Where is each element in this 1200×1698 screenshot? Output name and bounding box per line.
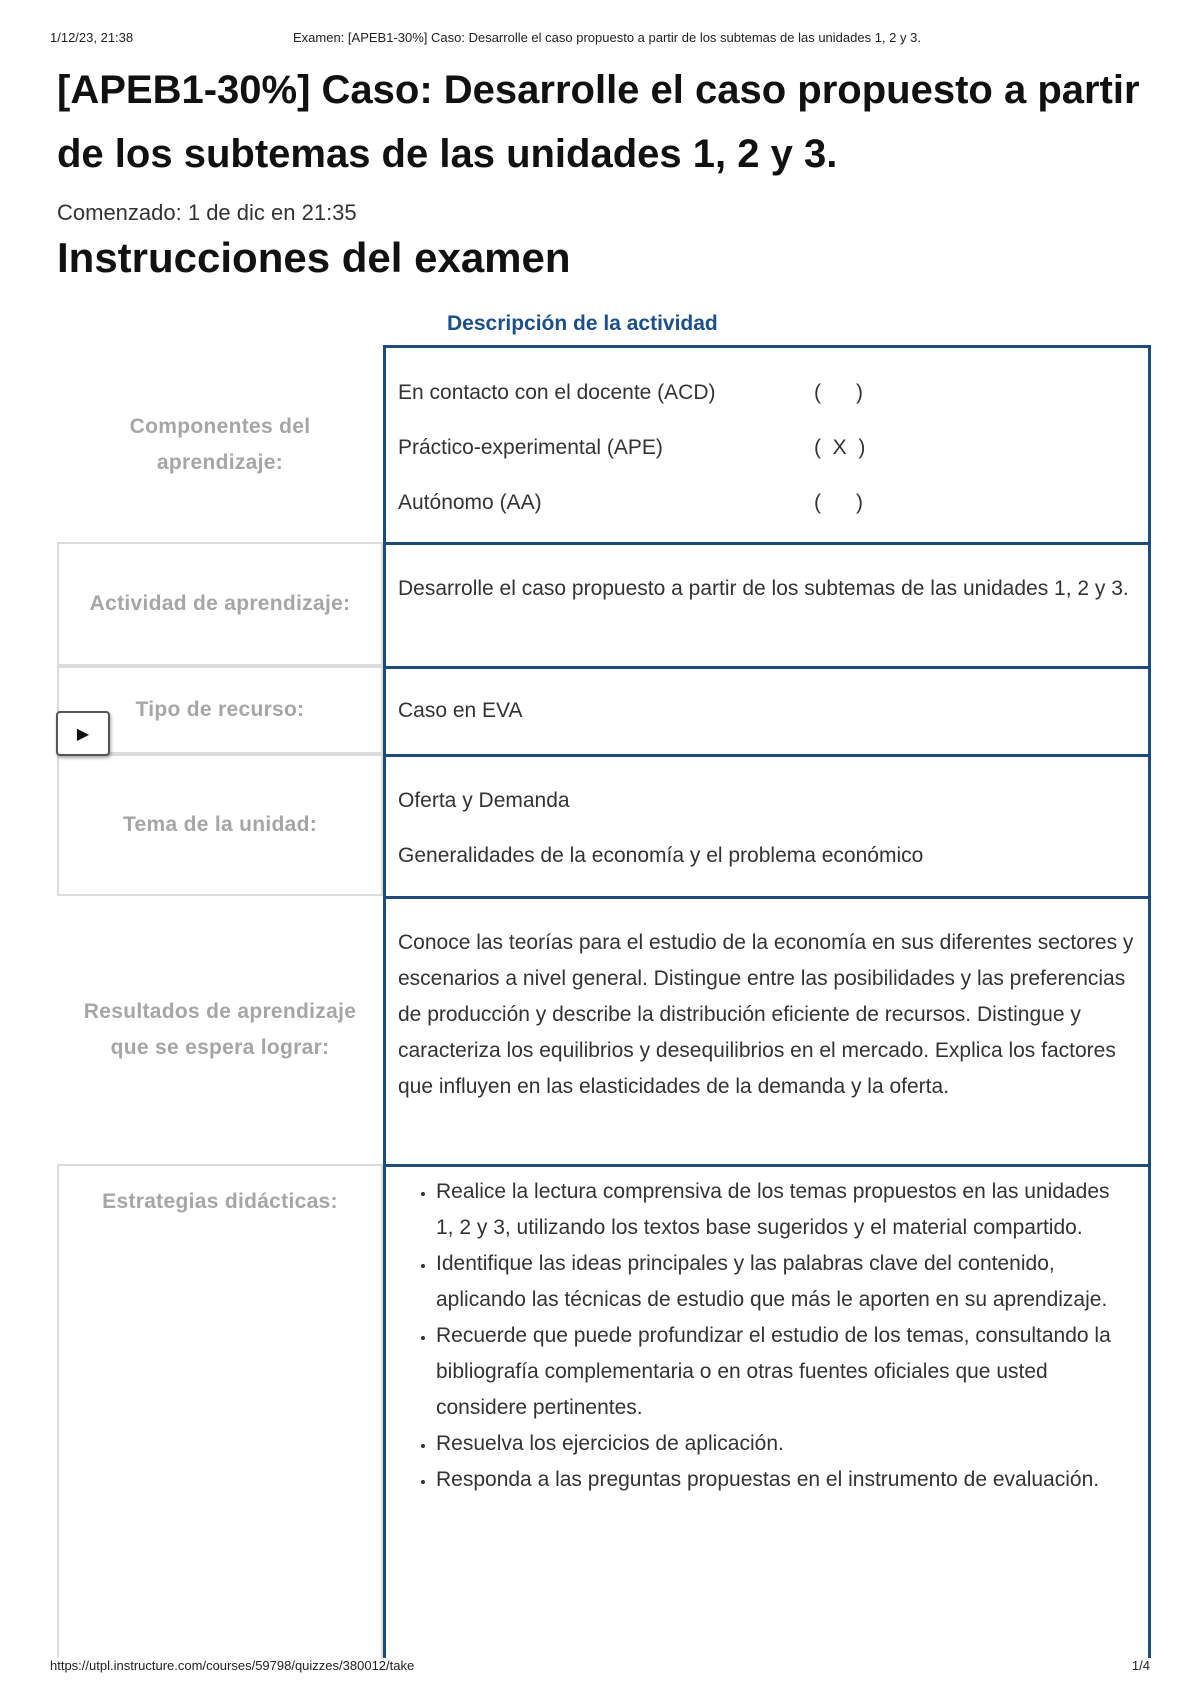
activity-label-text: Actividad de aprendizaje:: [89, 592, 351, 615]
component-row-aa: [398, 475, 1136, 530]
component-mark: ( ): [814, 380, 863, 404]
strategies-list: [398, 1174, 1130, 1498]
instructions-heading: Instrucciones del examen: [57, 234, 571, 281]
quiz-title: [APEB1-30%] Caso: Desarrolle el caso propuesto a partir de los subtemas de las unidades 1, 2 y 3.: [57, 68, 1140, 176]
print-url: https://utpl.instructure.com/courses/59798/quizzes/380012/take: [50, 1658, 415, 1673]
strategy-item: • Realice la lectura comprensiva de los temas propuestos en las unidades 1, 2 y 3, utilizando los textos base sugeridos y el material compartido.: [436, 1174, 1130, 1246]
quiz-started-time: Comenzado: 1 de dic en 21:35: [57, 200, 357, 225]
resource-cell: [383, 666, 1151, 754]
resource-value: Caso en EVA: [398, 699, 523, 722]
strategy-item: • Responda a las preguntas propuestas en el instrumento de evaluación.: [436, 1462, 1130, 1498]
component-mark: ( X ): [814, 435, 866, 459]
component-name: Autónomo (AA): [398, 490, 542, 514]
results-value: Conoce las teorías para el estudio de la economía en sus diferentes sectores y escenarios a nivel general. Distingue entre las posibilidades y las preferencias de producción y describe la distribución eficiente de recursos. Distingue y caracteriza los equilibrios y desequilibrios en el mercado. Explica los factores que influyen en las elasticidades de la demanda y la oferta.: [398, 931, 1134, 1098]
play-button[interactable]: [56, 711, 110, 756]
resource-label-text: Tipo de recurso:: [135, 698, 305, 721]
table-caption: Descripción de la actividad: [447, 312, 718, 335]
activity-cell: [383, 542, 1151, 666]
print-footer: [50, 1658, 1150, 1678]
topic-item: Oferta y Demanda: [398, 789, 570, 812]
component-name: En contacto con el docente (ACD): [398, 380, 716, 404]
results-label: [57, 896, 383, 1164]
print-date: 1/12/23, 21:38: [50, 30, 134, 45]
results-cell: [383, 896, 1151, 1164]
activity-value: Desarrolle el caso propuesto a partir de los subtemas de las unidades 1, 2 y 3.: [398, 577, 1129, 600]
strategy-item: • Recuerde que puede profundizar el estudio de los temas, consultando la bibliografía complementaria o en otras fuentes oficiales que usted considere pertinentes.: [436, 1318, 1130, 1426]
strategy-item: • Identifique las ideas principales y las palabras clave del contenido, aplicando las técnicas de estudio que más le aporten en su aprendizaje.: [436, 1246, 1130, 1318]
strategies-cell: [383, 1164, 1151, 1658]
components-label: [57, 346, 383, 543]
activity-label: [57, 542, 383, 666]
strategy-item: • Resuelva los ejercicios de aplicación.: [436, 1426, 1130, 1462]
topic-item: Generalidades de la economía y el problema económico: [398, 844, 924, 867]
print-page-number: 1/4: [1131, 1658, 1150, 1673]
component-mark: ( ): [814, 490, 863, 514]
components-cell: [383, 345, 1151, 542]
strategies-label-text: Estrategias didácticas:: [102, 1190, 338, 1213]
component-row-ape: [398, 420, 1136, 475]
topic-cell: [383, 754, 1151, 896]
results-label-text: Resultados de aprendizaje que se espera lograr:: [83, 1000, 357, 1059]
topic-label: [57, 754, 383, 896]
component-row-acd: [398, 365, 1136, 420]
component-name: Práctico-experimental (APE): [398, 435, 663, 459]
print-document-title: Examen: [APEB1-30%] Caso: Desarrolle el caso propuesto a partir de los subtemas de las unidades 1, 2 y 3.: [293, 30, 921, 45]
strategies-label: [57, 1164, 383, 1658]
components-label-text: Componentes del aprendizaje:: [129, 414, 311, 474]
print-header: [50, 30, 1150, 50]
play-icon: ▶: [76, 725, 90, 743]
topic-label-text: Tema de la unidad:: [122, 813, 318, 836]
